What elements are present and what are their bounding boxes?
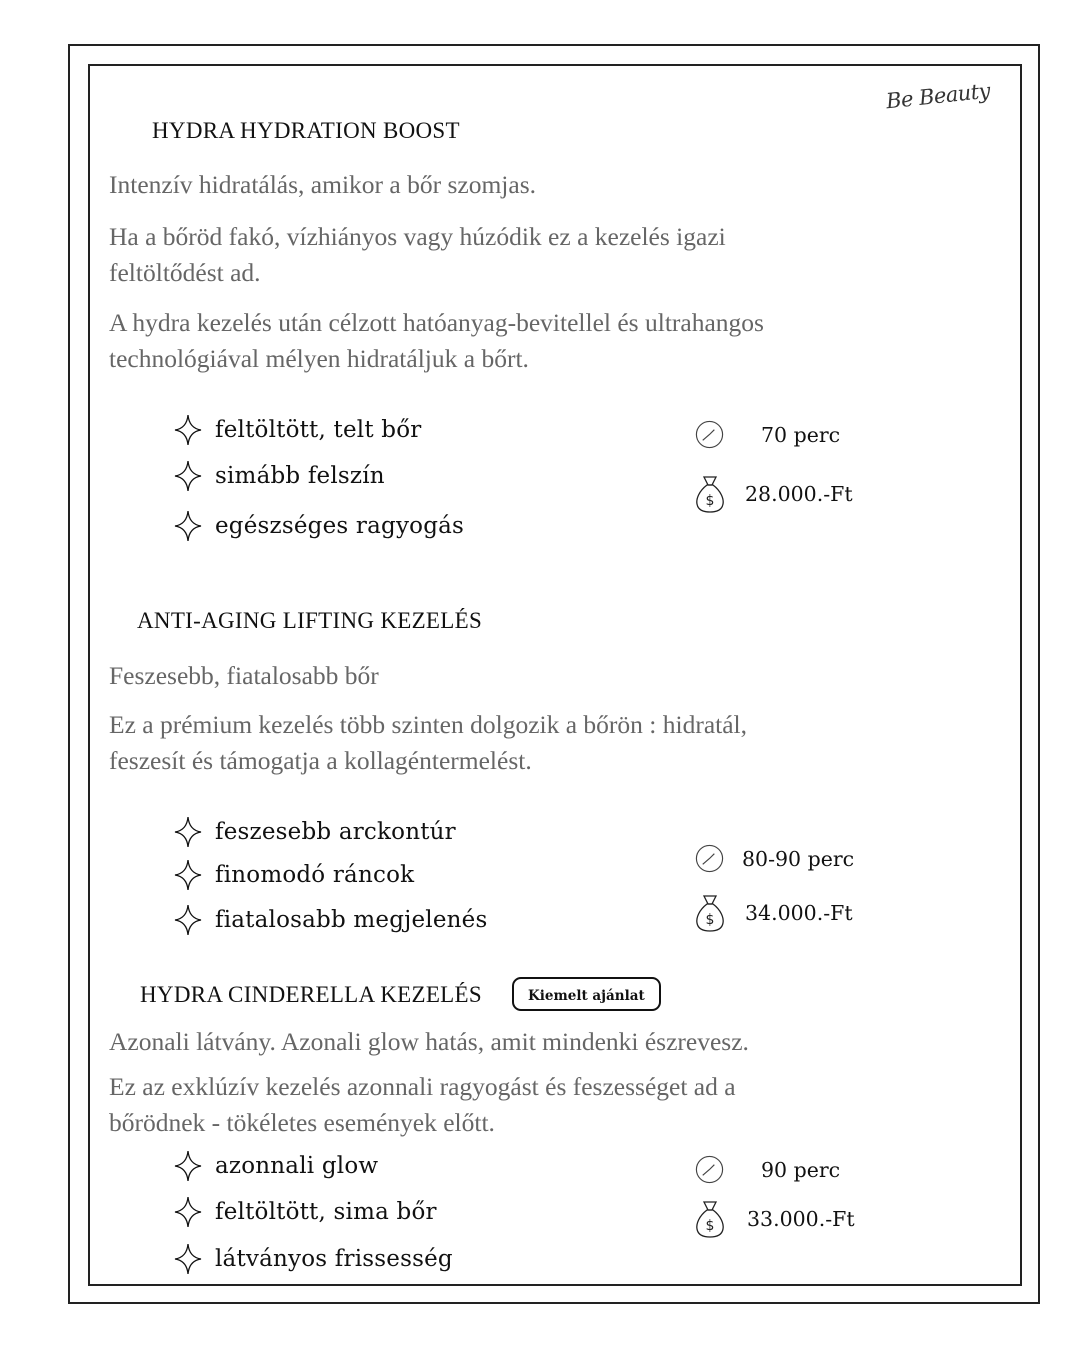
- svg-text:$: $: [705, 912, 715, 928]
- brand-logo: Be Beauty: [884, 78, 992, 114]
- sparkle-icon: [174, 414, 202, 446]
- clock-icon: [694, 419, 725, 450]
- sparkle-icon: [174, 1243, 202, 1275]
- benefit-item: fiatalosabb megjelenés: [174, 904, 488, 936]
- section-title-hydra-cinderella: HYDRA CINDERELLA KEZELÉS: [140, 982, 482, 1007]
- section-title-hydra-hydration-boost: HYDRA HYDRATION BOOST: [152, 118, 460, 143]
- section-paragraph: Ez az exklúzív kezelés azonnali ragyogást és feszességet ad a bőrödnek - tökéletes események előtt.: [109, 1072, 736, 1137]
- benefit-item: látványos frissesség: [174, 1243, 453, 1275]
- duration: 70 perc: [694, 419, 840, 450]
- benefit-item: feltöltött, sima bőr: [174, 1196, 437, 1228]
- section-paragraph: Ez a prémium kezelés több szinten dolgozik a bőrön : hidratál, feszesít és támogatja a kollagéntermelést.: [109, 710, 748, 775]
- benefit-item: egészséges ragyogás: [174, 510, 464, 542]
- clock-icon: [694, 1154, 725, 1185]
- svg-text:$: $: [705, 493, 715, 509]
- clock-icon: [694, 843, 725, 874]
- section-intro: Intenzív hidratálás, amikor a bőr szomjas.: [109, 170, 536, 199]
- sparkle-icon: [174, 510, 202, 542]
- benefit-item: azonnali glow: [174, 1150, 378, 1182]
- section-paragraph: A hydra kezelés után célzott hatóanyag-bevitellel és ultrahangos technológiával mélyen hidratáljuk a bőrt.: [109, 308, 764, 373]
- sparkle-icon: [174, 460, 202, 492]
- section-intro: Feszesebb, fiatalosabb bőr: [109, 661, 379, 690]
- money-bag-icon: [694, 893, 726, 933]
- sparkle-icon: [174, 1196, 202, 1228]
- section-paragraph: Ha a bőröd fakó, vízhiányos vagy húzódik ez a kezelés igazi feltöltődést ad.: [109, 222, 726, 287]
- featured-offer-badge: Kiemelt ajánlat: [512, 977, 661, 1011]
- svg-text:$: $: [705, 1218, 715, 1234]
- price: $ 33.000.-Ft: [694, 1199, 855, 1239]
- section-title-anti-aging-lifting: ANTI-AGING LIFTING KEZELÉS: [137, 608, 483, 633]
- section-intro: Azonali látvány. Azonali glow hatás, amit mindenki észrevesz.: [109, 1027, 749, 1056]
- price: $ 34.000.-Ft: [694, 893, 853, 933]
- benefit-item: simább felszín: [174, 460, 385, 492]
- money-bag-icon: [694, 1199, 726, 1239]
- duration: 80-90 perc: [694, 843, 854, 874]
- sparkle-icon: [174, 904, 202, 936]
- duration: 90 perc: [694, 1154, 840, 1185]
- sparkle-icon: [174, 859, 202, 891]
- sparkle-icon: [174, 1150, 202, 1182]
- price: $ 28.000.-Ft: [694, 474, 853, 514]
- sparkle-icon: [174, 816, 202, 848]
- money-bag-icon: [694, 474, 726, 514]
- benefit-item: finomodó ráncok: [174, 859, 414, 891]
- benefit-item: feszesebb arckontúr: [174, 816, 456, 848]
- benefit-item: feltöltött, telt bőr: [174, 414, 421, 446]
